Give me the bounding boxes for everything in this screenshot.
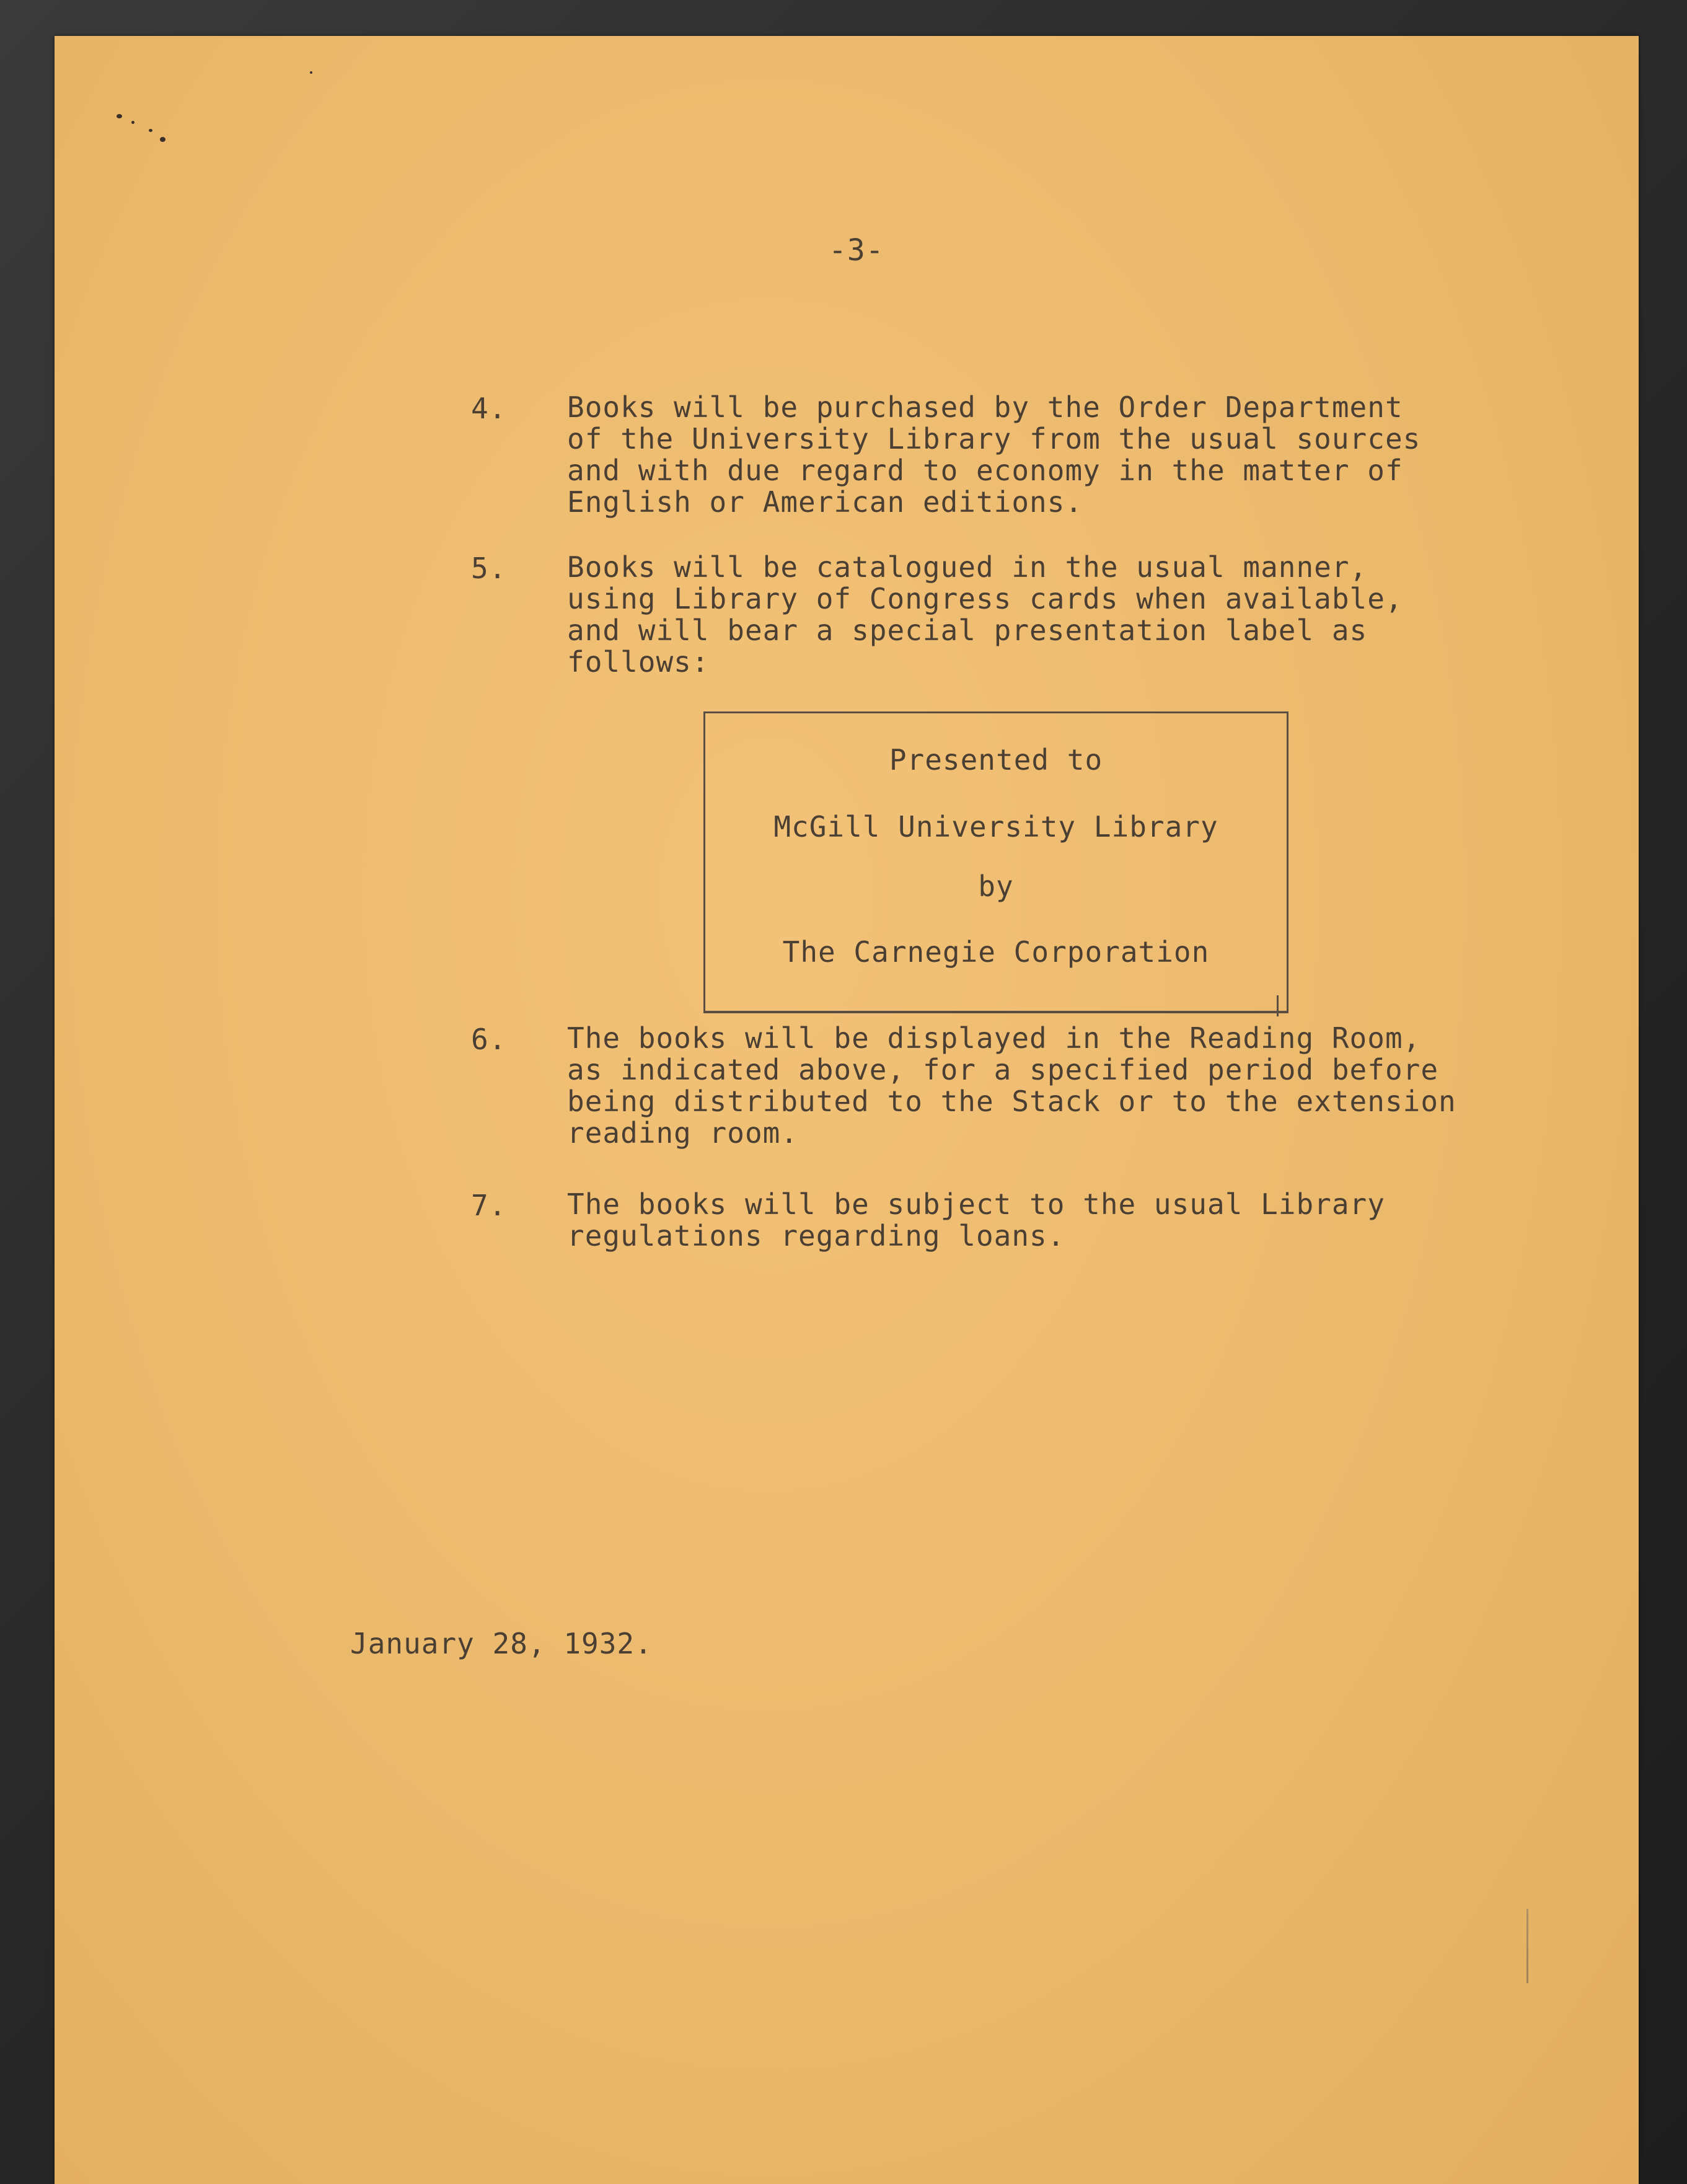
item-text: Books will be catalogued in the usual manner, using Library of Congress cards when available, and will bear a special presentation label as follows: bbox=[567, 550, 1403, 679]
item-number: 5. bbox=[471, 552, 507, 585]
ink-speck bbox=[131, 121, 134, 124]
item-number: 4. bbox=[471, 392, 507, 425]
label-line: The Carnegie Corporation bbox=[782, 935, 1210, 969]
label-line: Presented to bbox=[889, 743, 1103, 777]
label-line: by bbox=[978, 870, 1014, 903]
item-text: The books will be subject to the usual Library regulations regarding loans. bbox=[567, 1187, 1385, 1253]
page-number: -3- bbox=[829, 233, 884, 268]
ink-speck bbox=[310, 71, 312, 74]
pencil-mark bbox=[1526, 1909, 1528, 1983]
document-date: January 28, 1932. bbox=[350, 1627, 653, 1660]
ink-speck bbox=[160, 137, 165, 142]
item-number: 6. bbox=[471, 1023, 507, 1056]
item-text: Books will be purchased by the Order Department of the University Library from the usual sources and with due regard to economy in the matter of English or American editions. bbox=[567, 390, 1421, 519]
item-text: The books will be displayed in the Reading Room, as indicated above, for a specified period before being distributed to the Stack or to the extension reading room. bbox=[567, 1021, 1456, 1150]
presentation-label-box bbox=[703, 711, 1288, 1013]
ink-speck bbox=[149, 129, 152, 132]
label-line: McGill University Library bbox=[773, 810, 1218, 843]
box-corner-tick bbox=[1277, 995, 1279, 1016]
item-number: 7. bbox=[471, 1189, 507, 1222]
ink-speck bbox=[117, 114, 122, 118]
